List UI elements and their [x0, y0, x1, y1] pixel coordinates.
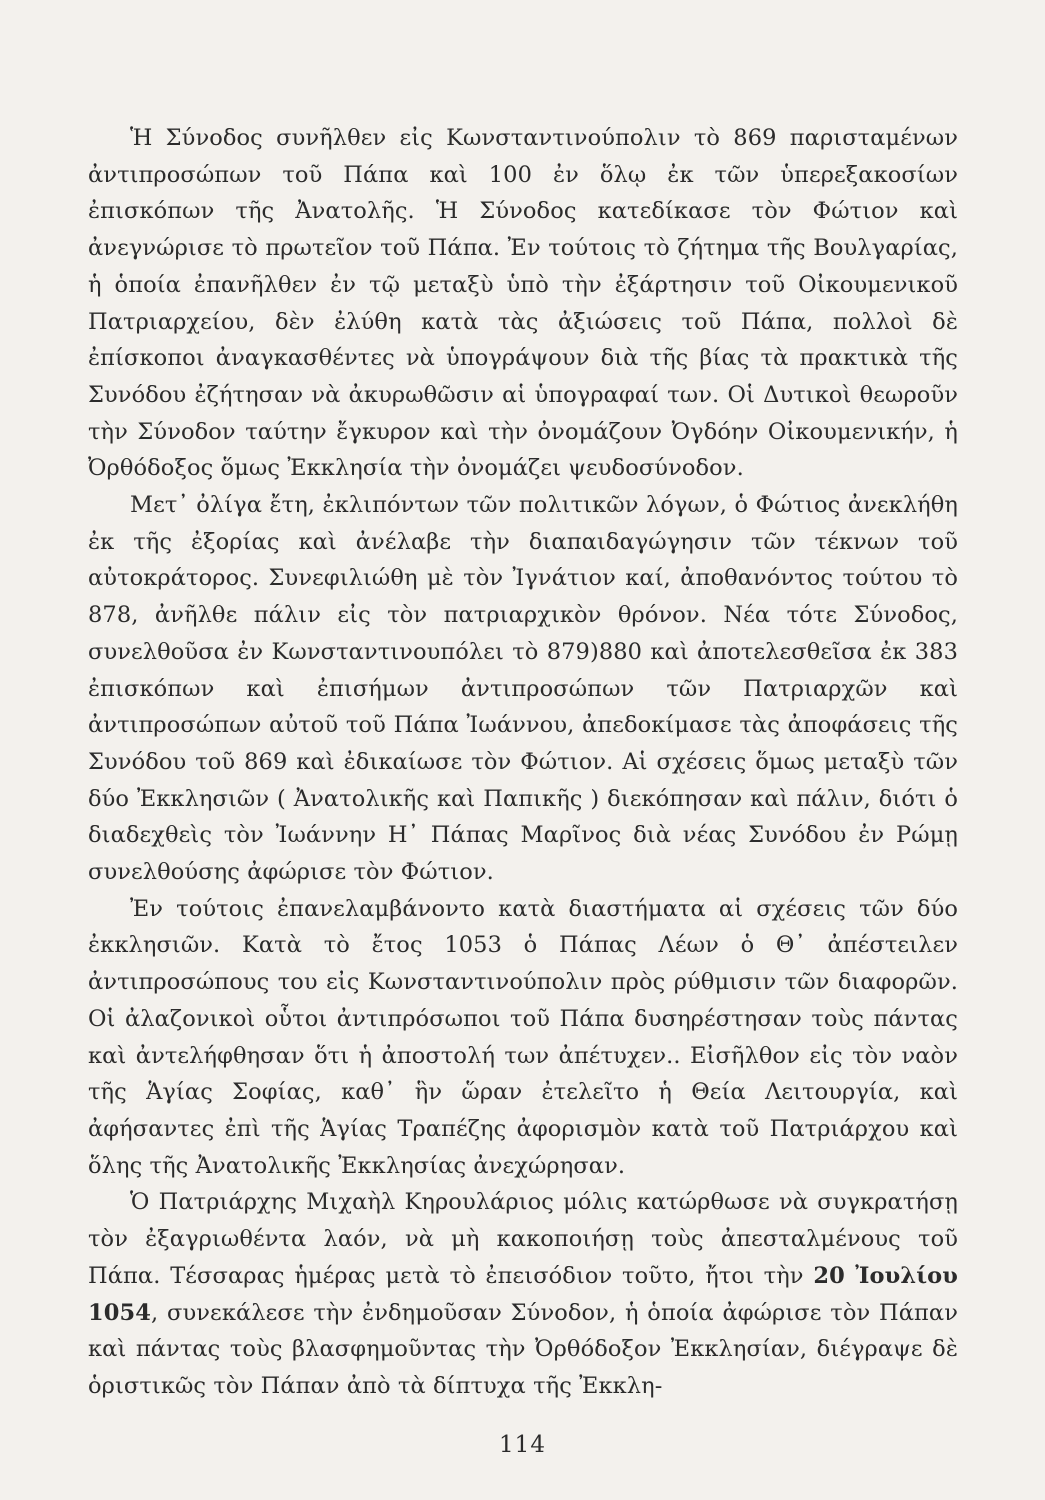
paragraph-delegates-1053: Ἐν τούτοις ἐπανελαμβάνοντο κατὰ διαστήματα αἱ σχέσεις τῶν δύο ἐκκλησιῶν. Κατὰ τὸ ἔτος 1053 ὁ Πάπας Λέων ὁ Θ᾽ ἀπέστειλεν ἀντιπροσώπους του εἰς Κωνσταντινούπολιν πρὸς ρύθμισιν τῶν διαφορῶν. Οἱ ἀλαζονικοὶ οὗτοι ἀντιπρόσωποι τοῦ Πάπα δυσηρέστησαν τοὺς πάντας καὶ ἀντελήφθησαν ὅτι ἡ ἀποστολή των ἀπέτυχεν.. Εἰσῆλθον εἰς τὸν ναὸν τῆς Ἁγίας Σοφίας, καθ᾽ ἣν ὥραν ἐτελεῖτο ἡ Θεία Λειτουργία, καὶ ἀφήσαντες ἐπὶ τῆς Ἁγίας Τραπέζης ἀφορισμὸν κατὰ τοῦ Πατριάρχου καὶ ὅλης τῆς Ἀνατολικῆς Ἐκκλησίας ἀνεχώρησαν. — [88, 895, 958, 1179]
page-number: 114 — [499, 1432, 546, 1458]
paragraph-text-before-date: Ὁ Πατριάρχης Μιχαὴλ Κηρουλάριος μόλις κατώρθωσε νὰ συγκρατήσῃ τὸν ἐξαγριωθέντα λαόν, νὰ μὴ κακοποιήσῃ τοὺς ἀπεσταλμένους τοῦ Πάπα. Τέσσαρας ἡμέρας μετὰ τὸ ἐπεισόδιον τοῦτο, ἤτοι τὴν — [88, 1189, 958, 1289]
page-body — [88, 120, 958, 1405]
paragraph-photius-return: Μετ᾽ ὀλίγα ἔτη, ἐκλιπόντων τῶν πολιτικῶν λόγων, ὁ Φώτιος ἀνεκλήθη ἐκ τῆς ἐξορίας καὶ ἀνέλαβε τὴν διαπαιδαγώγησιν τῶν τέκνων τοῦ αὐτοκράτορος. Συνεφιλιώθη μὲ τὸν Ἰγνάτιον καί, ἀποθανόντος τούτου τὸ 878, ἀνῆλθε πάλιν εἰς τὸν πατριαρχικὸν θρόνον. Νέα τότε Σύνοδος, συνελθοῦσα ἐν Κωνσταντινουπόλει τὸ 879)880 καὶ ἀποτελεσθεῖσα ἐκ 383 ἐπισκόπων καὶ ἐπισήμων ἀντιπροσώπων τῶν Πατριαρχῶν καὶ ἀντιπροσώπων αὐτοῦ τοῦ Πάπα Ἰωάννου, ἀπεδοκίμασε τὰς ἀποφάσεις τῆς Συνόδου τοῦ 869 καὶ ἐδικαίωσε τὸν Φώτιον. Αἱ σχέσεις ὅμως μεταξὺ τῶν δύο Ἐκκλησιῶν ( Ἀνατολικῆς καὶ Παπικῆς ) διεκόπησαν καὶ πάλιν, διότι ὁ διαδεχθεὶς τὸν Ἰωάννην Η᾽ Πάπας Μαρῖνος διὰ νέας Συνόδου ἐν Ρώμῃ συνελθούσης ἀφώρισε τὸν Φώτιον. — [88, 492, 958, 886]
paragraph-synod-869: Ἡ Σύνοδος συνῆλθεν εἰς Κωνσταντινούπολιν τὸ 869 παρισταμένων ἀντιπροσώπων τοῦ Πάπα καὶ 100 ἐν ὅλῳ ἐκ τῶν ὑπερεξακοσίων ἐπισκόπων τῆς Ἀνατολῆς. Ἡ Σύνοδος κατεδίκασε τὸν Φώτιον καὶ ἀνεγνώρισε τὸ πρωτεῖον τοῦ Πάπα. Ἐν τούτοις τὸ ζήτημα τῆς Βουλγαρίας, ἡ ὁποία ἐπανῆλθεν ἐν τῷ μεταξὺ ὑπὸ τὴν ἐξάρτησιν τοῦ Οἰκουμενικοῦ Πατριαρχείου, δὲν ἐλύθη κατὰ τὰς ἀξιώσεις τοῦ Πάπα, πολλοὶ δὲ ἐπίσκοποι ἀναγκασθέντες νὰ ὑπογράψουν διὰ τῆς βίας τὰ πρακτικὰ τῆς Συνόδου ἐζήτησαν νὰ ἀκυρωθῶσιν αἱ ὑπογραφαί των. Οἱ Δυτικοὶ θεωροῦν τὴν Σύνοδον ταύτην ἔγκυρον καὶ τὴν ὀνομάζουν Ὀγδόην Οἰκουμενικήν, ἡ Ὀρθόδοξος ὅμως Ἐκκλησία τὴν ὀνομάζει ψευδοσύνοδον. — [88, 125, 958, 482]
paragraph-text-after-date: , συνεκάλεσε τὴν ἐνδημοῦσαν Σύνοδον, ἡ ὁποία ἀφώρισε τὸν Πάπαν καὶ πάντας τοὺς βλασφημοῦντας τὴν Ὀρθόδοξον Ἐκκλησίαν, διέγραψε δὲ ὁριστικῶς τὸν Πάπαν ἀπὸ τὰ δίπτυχα τῆς Ἐκκλη- — [88, 1299, 958, 1399]
paragraph-schism-1054 — [88, 1184, 958, 1404]
schism-date: 20 Ἰουλίου 1054 — [88, 1262, 959, 1326]
